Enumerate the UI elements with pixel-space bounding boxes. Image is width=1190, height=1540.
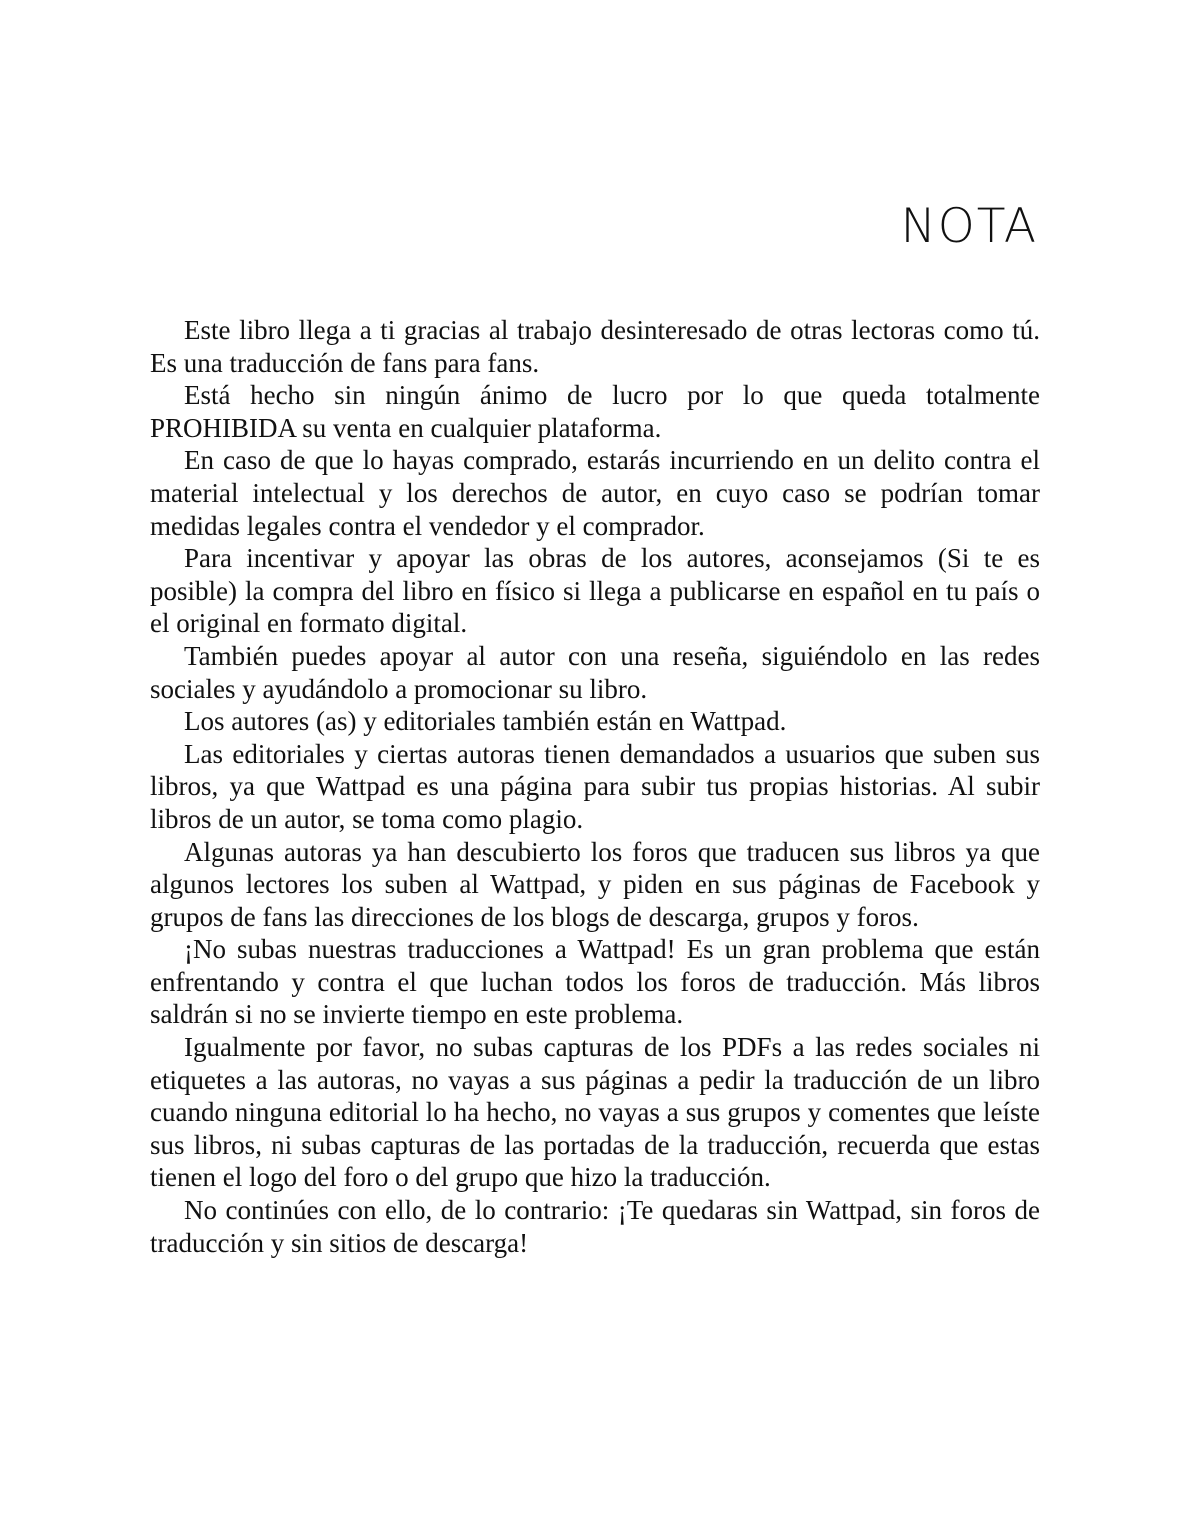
paragraph: ¡No subas nuestras traducciones a Wattpad! Es un gran problema que están enfrentando y contra el que luchan todos los foros de traducción. Más libros saldrán si no se invierte tiempo en este problema. — [150, 934, 1040, 1030]
paragraph: En caso de que lo hayas comprado, estarás incurriendo en un delito contra el material intelectual y los derechos de autor, en cuyo caso se podrían tomar medidas legales contra el vendedor y el comprador. — [150, 445, 1040, 541]
paragraph: Está hecho sin ningún ánimo de lucro por lo que queda totalmente PROHIBIDA su venta en cualquier plataforma. — [150, 380, 1040, 443]
body-text — [150, 314, 1040, 1259]
paragraph: Los autores (as) y editoriales también están en Wattpad. — [184, 706, 787, 737]
paragraph: No continúes con ello, de lo contrario: ¡Te quedaras sin Wattpad, sin foros de traducción y sin sitios de descarga! — [150, 1195, 1040, 1258]
page-title: NOTA — [900, 199, 1038, 254]
paragraph: Igualmente por favor, no subas capturas de los PDFs a las redes sociales ni etiquetes a las autoras, no vayas a sus páginas a pedir la traducción de un libro cuando ninguna editorial lo ha hecho, no vayas a sus grupos y comentes que leíste sus libros, ni subas capturas de las portadas de la traducción, recuerda que estas tienen el logo del foro o del grupo que hizo la traducción. — [150, 1032, 1040, 1193]
paragraph: También puedes apoyar al autor con una reseña, siguiéndolo en las redes sociales y ayudándolo a promocionar su libro. — [150, 640, 1040, 704]
paragraph: Algunas autoras ya han descubierto los foros que traducen sus libros ya que algunos lectores los suben al Wattpad, y piden en sus páginas de Facebook y grupos de fans las direcciones de los blogs de descarga, grupos y foros. — [150, 836, 1040, 932]
paragraph: Para incentivar y apoyar las obras de los autores, aconsejamos (Si te es posible) la compra del libro en físico si llega a publicarse en español en tu país o el original en formato digital. — [150, 543, 1040, 639]
paragraph: Este libro llega a ti gracias al trabajo desinteresado de otras lectoras como tú. Es una traducción de fans para fans. — [150, 315, 1040, 378]
paragraph: Las editoriales y ciertas autoras tienen demandados a usuarios que suben sus libros, ya que Wattpad es una página para subir tus propias historias. Al subir libros de un autor, se toma como plagio. — [150, 738, 1040, 834]
